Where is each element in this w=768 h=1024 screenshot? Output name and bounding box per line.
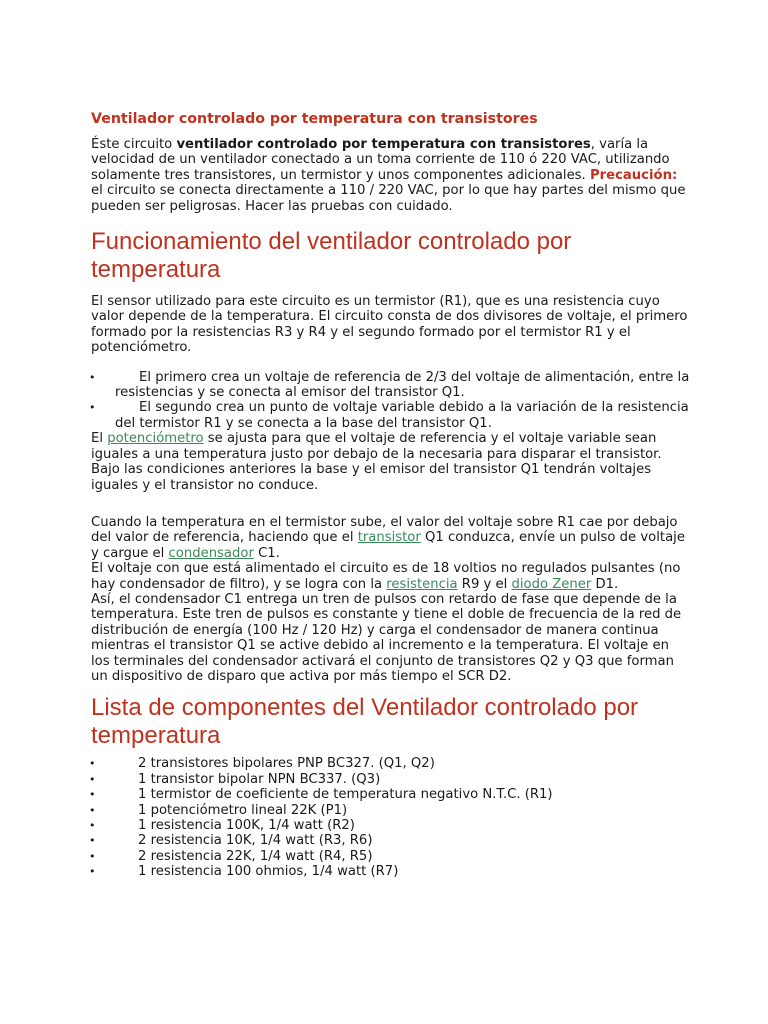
- text: El: [91, 431, 108, 447]
- list-item: [91, 756, 691, 771]
- list-item-text: El primero crea un voltaje de referencia de 2/3 del voltaje de alimentación, entre la resistencias y se conecta al emisor del transistor Q1.: [115, 369, 690, 401]
- list-item: [91, 849, 691, 864]
- list-item: [91, 864, 691, 879]
- component-text: 2 resistencia 22K, 1/4 watt (R4, R5): [138, 848, 373, 864]
- component-text: 1 resistencia 100 ohmios, 1/4 watt (R7): [138, 864, 399, 880]
- paragraph-temperatura-sube: [91, 515, 691, 561]
- intro-text-bold: ventilador controlado por temperatura con transistores: [176, 137, 591, 152]
- text: D1.: [591, 576, 619, 592]
- bullet-icon: •: [89, 788, 96, 802]
- bullet-icon: •: [89, 370, 96, 384]
- spacer: [91, 493, 691, 515]
- bullet-icon: •: [89, 849, 96, 863]
- spacer: [91, 356, 691, 370]
- component-text: 2 transistores bipolares PNP BC327. (Q1, Q2): [138, 756, 435, 772]
- component-text: 1 termistor de coeficiente de temperatura negativo N.T.C. (R1): [138, 787, 553, 803]
- paragraph-potenciometro: [91, 431, 691, 462]
- text: R9 y el: [457, 576, 512, 592]
- intro-paragraph: [91, 137, 691, 214]
- document-title: Ventilador controlado por temperatura con transistores: [91, 111, 538, 127]
- list-item-text: El segundo crea un punto de voltaje variable debido a la variación de la resistencia del termistor R1 y se conecta a la base del transistor Q1.: [115, 400, 689, 431]
- document-page: [91, 110, 691, 880]
- link-condensador[interactable]: condensador: [168, 545, 254, 561]
- paragraph-tren-pulsos: Así, el condensador C1 entrega un tren de pulsos con retardo de fase que depende de la temperatura. Este tren de pulsos es constante y tiene el doble de frecuencia de la red de distribución de energía (100 Hz / 120 Hz) y carga el condensador de manera continua mientras el transistor Q1 se active debido al incremento e la temperatura. El voltaje en los terminales del condensador activará el conjunto de transistores Q2 y Q3 que forman un dispositivo de disparo que activa por más tiempo el SCR D2.: [91, 591, 682, 684]
- component-text: 2 resistencia 10K, 1/4 watt (R3, R6): [138, 833, 373, 849]
- component-text: 1 transistor bipolar NPN BC337. (Q3): [138, 771, 381, 787]
- list-item: [91, 400, 691, 431]
- section-heading-componentes: Lista de componentes del Ventilador controlado por temperatura: [91, 694, 639, 750]
- text: Cuando la temperatura en el termistor sube, el valor del voltaje sobre R1 cae por debajo del valor de referencia, haciendo que el: [91, 514, 678, 546]
- paragraph-alimentacion: [91, 561, 691, 592]
- bullet-icon: •: [89, 401, 96, 415]
- bullet-icon: •: [89, 865, 96, 879]
- component-list: [91, 756, 691, 879]
- bullet-icon: •: [89, 757, 96, 771]
- bullet-icon: •: [89, 834, 96, 848]
- bullet-icon: •: [89, 819, 96, 832]
- bullet-icon: •: [89, 803, 96, 817]
- list-item: [91, 370, 691, 401]
- text: El voltaje con que está alimentado el circuito es de 18 voltios no regulados pulsantes (no hay condensador de filtro), y se logra con la: [91, 561, 681, 592]
- intro-text-post: , varía la velocidad de un ventilador conectado a un toma corriente de 110 ó 220 VAC, utilizando solamente tres transistores, un termistor y unos componentes adicionales.: [91, 137, 670, 183]
- component-text: 1 potenciómetro lineal 22K (P1): [138, 802, 348, 818]
- list-item: [91, 833, 691, 848]
- text: Q1 conduzca, envíe un pulso de voltaje y cargue el: [91, 530, 685, 561]
- link-resistencia[interactable]: resistencia: [386, 576, 458, 592]
- intro-text-pre: Éste circuito: [91, 137, 177, 152]
- caution-text: el circuito se conecta directamente a 110 / 220 VAC, por lo que hay partes del mismo que pueden ser peligrosas. Hacer las pruebas con cuidado.: [91, 183, 686, 214]
- section-heading-funcionamiento: Funcionamiento del ventilador controlado por temperatura: [91, 228, 572, 284]
- component-text: 1 resistencia 100K, 1/4 watt (R2): [138, 818, 355, 833]
- paragraph-sensor: El sensor utilizado para este circuito es un termistor (R1), que es una resistencia cuyo valor depende de la temperatura. El circuito consta de dos divisores de voltaje, el primero formado por la resistencias R3 y R4 y el segundo formado por el termistor R1 y el potenciómetro.: [91, 294, 688, 356]
- link-transistor[interactable]: transistor: [357, 530, 421, 546]
- text: C1.: [253, 545, 280, 561]
- list-item: [91, 818, 691, 833]
- list-item: [91, 787, 691, 802]
- paragraph-condiciones: Bajo las condiciones anteriores la base y el emisor del transistor Q1 tendrán voltajes iguales y el transistor no conduce.: [91, 462, 652, 493]
- bullet-icon: •: [89, 772, 96, 786]
- text: se ajusta para que el voltaje de referencia y el voltaje variable sean iguales a una temperatura justo por debajo de la necesaria para disparar el transistor.: [91, 431, 662, 462]
- list-item: [91, 803, 691, 818]
- link-potenciometro[interactable]: potenciómetro: [107, 431, 204, 447]
- bullet-list-divisores: [91, 370, 691, 432]
- caution-label: Precaución:: [589, 167, 678, 183]
- link-diodo-zener[interactable]: diodo Zener: [511, 576, 592, 592]
- list-item: [91, 772, 691, 787]
